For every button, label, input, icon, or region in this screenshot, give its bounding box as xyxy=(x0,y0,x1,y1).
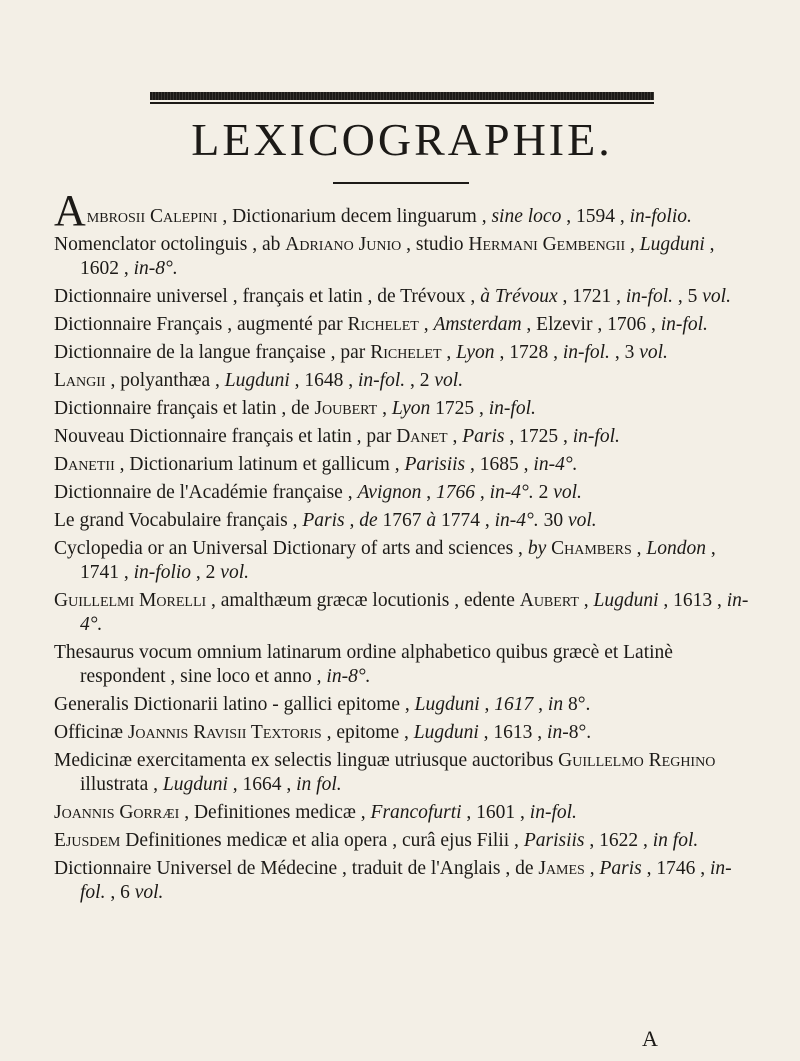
entry-text-run: in-4°. xyxy=(533,454,578,475)
entry-text-run: Medicinæ exercitamenta ex selectis linguæ utriusque auctoribus xyxy=(54,750,559,771)
bibliography-entry xyxy=(54,693,754,717)
bibliography-list xyxy=(54,186,754,909)
entry-text-run: Dictionnaire Français , augmenté par xyxy=(54,314,348,335)
entry-text-run: , Dictionarium decem linguarum , xyxy=(217,206,492,227)
drop-cap-letter: A xyxy=(54,186,86,235)
entry-text-run: , 1601 , xyxy=(461,802,530,823)
entry-text-run: Ejusdem xyxy=(54,830,121,851)
bibliography-entry xyxy=(54,453,754,477)
entry-text-run: in-fol. xyxy=(572,426,620,447)
entry-text-run: in-fol. xyxy=(80,858,732,903)
entry-text-run: in-8°. xyxy=(133,258,178,279)
entry-text-run: , xyxy=(578,590,594,611)
bibliography-entry xyxy=(54,369,754,393)
entry-text-run: 2 xyxy=(533,482,554,503)
entry-text-run: Adriano Junio xyxy=(285,234,402,255)
entry-text-run: , 1746 , xyxy=(641,858,710,879)
entry-text-run: Nomenclator octolinguis , ab xyxy=(54,234,286,255)
entry-text-run: , Elzevir , 1706 , xyxy=(521,314,661,335)
entry-text-run: , 1741 , xyxy=(80,538,716,583)
entry-text-run: Dictionnaire de la langue française , par xyxy=(54,342,371,363)
entry-text-run: Parisiis xyxy=(404,454,466,475)
entry-text-run: Danetii xyxy=(54,454,115,475)
entry-text-run: Definitiones medicæ et alia opera , curâ ejus Filii , xyxy=(120,830,524,851)
bibliography-entry xyxy=(54,537,754,585)
entry-text-run: Dictionnaire Universel de Médecine , traduit de l'Anglais , de xyxy=(54,858,539,879)
entry-text-run: , xyxy=(377,398,392,419)
entry-text-run: , xyxy=(447,426,463,447)
entry-text-run: Dictionnaire français et latin , de xyxy=(54,398,315,419)
entry-text-run: , xyxy=(479,694,495,715)
entry-text-run: 1767 xyxy=(377,510,427,531)
entry-text-run: by xyxy=(527,538,547,559)
entry-text-run: Lugduni xyxy=(639,234,705,255)
entry-text-run: Lyon xyxy=(456,342,495,363)
entry-text-run: in xyxy=(547,694,564,715)
entry-text-run: Lugduni xyxy=(224,370,290,391)
entry-text-run: Dictionnaire universel , français et latin , de Trévoux , xyxy=(54,286,481,307)
entry-text-run: , xyxy=(421,482,436,503)
entry-text-run: mbrosii Calepini xyxy=(86,206,218,227)
entry-text-run: , 1622 , xyxy=(584,830,653,851)
bibliography-entry xyxy=(54,857,754,905)
bibliography-entry xyxy=(54,425,754,449)
entry-text-run: in-folio. xyxy=(629,206,692,227)
entry-text-run: , studio xyxy=(401,234,469,255)
bibliography-entry xyxy=(54,801,754,825)
entry-text-run: vol. xyxy=(567,510,597,531)
entry-text-run: in-fol. xyxy=(529,802,577,823)
entry-text-run: vol. xyxy=(639,342,668,363)
entry-text-run: Lyon xyxy=(391,398,431,419)
entry-text-run: à Trévoux xyxy=(480,286,558,307)
bibliography-entry xyxy=(54,233,754,281)
entry-text-run: in fol. xyxy=(652,830,699,851)
entry-text-run: Joannis Ravisii Textoris xyxy=(127,722,322,743)
entry-text-run: , xyxy=(441,342,457,363)
entry-text-run: Richelet xyxy=(370,342,442,363)
entry-text-run: , amalthæum græcæ locutionis , edente xyxy=(206,590,520,611)
entry-text-run: Lugduni xyxy=(593,590,659,611)
entry-text-run: , 5 xyxy=(673,286,703,307)
entry-text-run: 30 xyxy=(538,510,568,531)
entry-text-run: 1774 , xyxy=(436,510,495,531)
entry-text-run: in-fol. xyxy=(625,286,674,307)
ornamental-rule xyxy=(150,92,654,100)
entry-text-run: , 1613 , xyxy=(658,590,727,611)
bibliography-entry xyxy=(54,313,754,337)
bibliography-entry xyxy=(54,641,754,689)
entry-text-run: London xyxy=(646,538,707,559)
bibliography-entry xyxy=(54,829,754,853)
entry-text-run: in-4°. xyxy=(80,590,749,635)
entry-text-run: vol. xyxy=(434,370,464,391)
entry-text-run: , 1613 , xyxy=(478,722,548,743)
entry-text-run: 8°. xyxy=(568,722,592,743)
entry-text-run: Amsterdam xyxy=(433,314,522,335)
entry-text-run: , 1602 , xyxy=(80,234,715,279)
bibliography-entry xyxy=(54,341,754,365)
entry-text-run: 1766 , in-4°. xyxy=(436,482,534,503)
entry-text-run: in-fol. xyxy=(358,370,406,391)
entry-text-run: Thesaurus vocum omnium latinarum ordine alphabetico quibus græcè et Latinè respondent , sine loco et anno , xyxy=(54,642,673,687)
bibliography-entry xyxy=(54,481,754,505)
entry-text-run: Lugduni xyxy=(162,774,228,795)
bibliography-entry xyxy=(54,285,754,309)
entry-text-run: in-8°. xyxy=(326,666,371,687)
entry-text-run: Francofurti xyxy=(370,802,462,823)
entry-text-run: Parisiis xyxy=(523,830,585,851)
entry-text-run: Paris xyxy=(599,858,642,879)
bibliography-entry xyxy=(54,721,754,745)
entry-text-run: Le grand Vocabulaire français , xyxy=(54,510,303,531)
entry-text-run: Dictionnaire de l'Académie française , xyxy=(54,482,358,503)
entry-text-run: in-fol. xyxy=(660,314,708,335)
entry-text-run: vol. xyxy=(134,882,164,903)
entry-text-run: , 1664 , xyxy=(227,774,297,795)
entry-text-run: , 1648 , xyxy=(289,370,358,391)
entry-text-run: , 1685 , xyxy=(465,454,534,475)
entry-text-run: Aubert xyxy=(519,590,579,611)
entry-text-run: , polyanthæa , xyxy=(105,370,225,391)
entry-text-run: in-fol. xyxy=(562,342,610,363)
title-separator-rule xyxy=(333,182,469,184)
entry-text-run: in-folio xyxy=(133,562,192,583)
entry-text-run: , xyxy=(418,314,434,335)
entry-text-run: Hermani Gembengii xyxy=(468,234,626,255)
entry-text-run: Paris , de xyxy=(302,510,378,531)
entry-text-run: Officinæ xyxy=(54,722,128,743)
entry-text-run: Avignon xyxy=(357,482,422,503)
entry-text-run: Danet xyxy=(396,426,448,447)
entry-text-run: , Definitiones medicæ , xyxy=(179,802,371,823)
entry-text-run: 1617 xyxy=(494,694,534,715)
entry-text-run: Generalis Dictionarii latino - gallici epitome , xyxy=(54,694,415,715)
bibliography-entry xyxy=(54,749,754,797)
ornamental-rule-underline xyxy=(150,102,654,104)
entry-text-run: in-4°. xyxy=(494,510,539,531)
entry-text-run: Richelet xyxy=(347,314,419,335)
entry-text-run: Langii xyxy=(54,370,106,391)
entry-text-run: 1725 , xyxy=(430,398,489,419)
bibliography-entry xyxy=(54,589,754,637)
bibliography-entry xyxy=(54,186,754,235)
catchword: A xyxy=(642,1026,658,1051)
bibliography-entry xyxy=(54,397,754,421)
entry-text-run: Lugduni xyxy=(414,694,480,715)
entry-text-run: , xyxy=(625,234,640,255)
entry-text-run: in-fol. xyxy=(488,398,536,419)
entry-text-run: , 2 xyxy=(191,562,221,583)
entry-text-run: illustrata , xyxy=(80,774,163,795)
entry-text-run: 8°. xyxy=(563,694,591,715)
entry-text-run: , 1728 , xyxy=(494,342,563,363)
entry-text-run: Joubert xyxy=(314,398,378,419)
page-title: LEXICOGRAPHIE. xyxy=(191,114,613,165)
entry-text-run: , 1594 , xyxy=(561,206,630,227)
entry-text-run: , xyxy=(631,538,647,559)
entry-text-run: Guillelmo Reghino xyxy=(558,750,716,771)
entry-text-run: vol. xyxy=(553,482,582,503)
entry-text-run: Joannis Gorræi xyxy=(54,802,180,823)
entry-text-run: Nouveau Dictionnaire français et latin , par xyxy=(54,426,397,447)
entry-text-run: vol. xyxy=(220,562,249,583)
entry-text-run: Lugduni xyxy=(413,722,479,743)
entry-text-run: , Dictionarium latinum et gallicum , xyxy=(114,454,405,475)
entry-text-run: , 1721 , xyxy=(557,286,626,307)
entry-text-run: sine loco xyxy=(491,206,562,227)
entry-text-run: , epitome , xyxy=(321,722,414,743)
entry-text-run: Chambers xyxy=(551,538,632,559)
entry-text-run: in- xyxy=(547,722,569,743)
entry-text-run: , 2 xyxy=(405,370,435,391)
entry-text-run: , xyxy=(584,858,600,879)
entry-text-run: Guillelmi Morelli xyxy=(54,590,207,611)
entry-text-run: , 6 xyxy=(105,882,135,903)
entry-text-run: vol. xyxy=(702,286,731,307)
entry-text-run: Paris xyxy=(462,426,505,447)
entry-text-run: Cyclopedia or an Universal Dictionary of arts and sciences , xyxy=(54,538,528,559)
entry-text-run: , xyxy=(533,694,548,715)
entry-text-run: James xyxy=(538,858,585,879)
entry-text-run: , 1725 , xyxy=(504,426,573,447)
bibliography-entry xyxy=(54,509,754,533)
entry-text-run: in fol. xyxy=(296,774,342,795)
entry-text-run: à xyxy=(426,510,437,531)
entry-text-run: , 3 xyxy=(609,342,640,363)
